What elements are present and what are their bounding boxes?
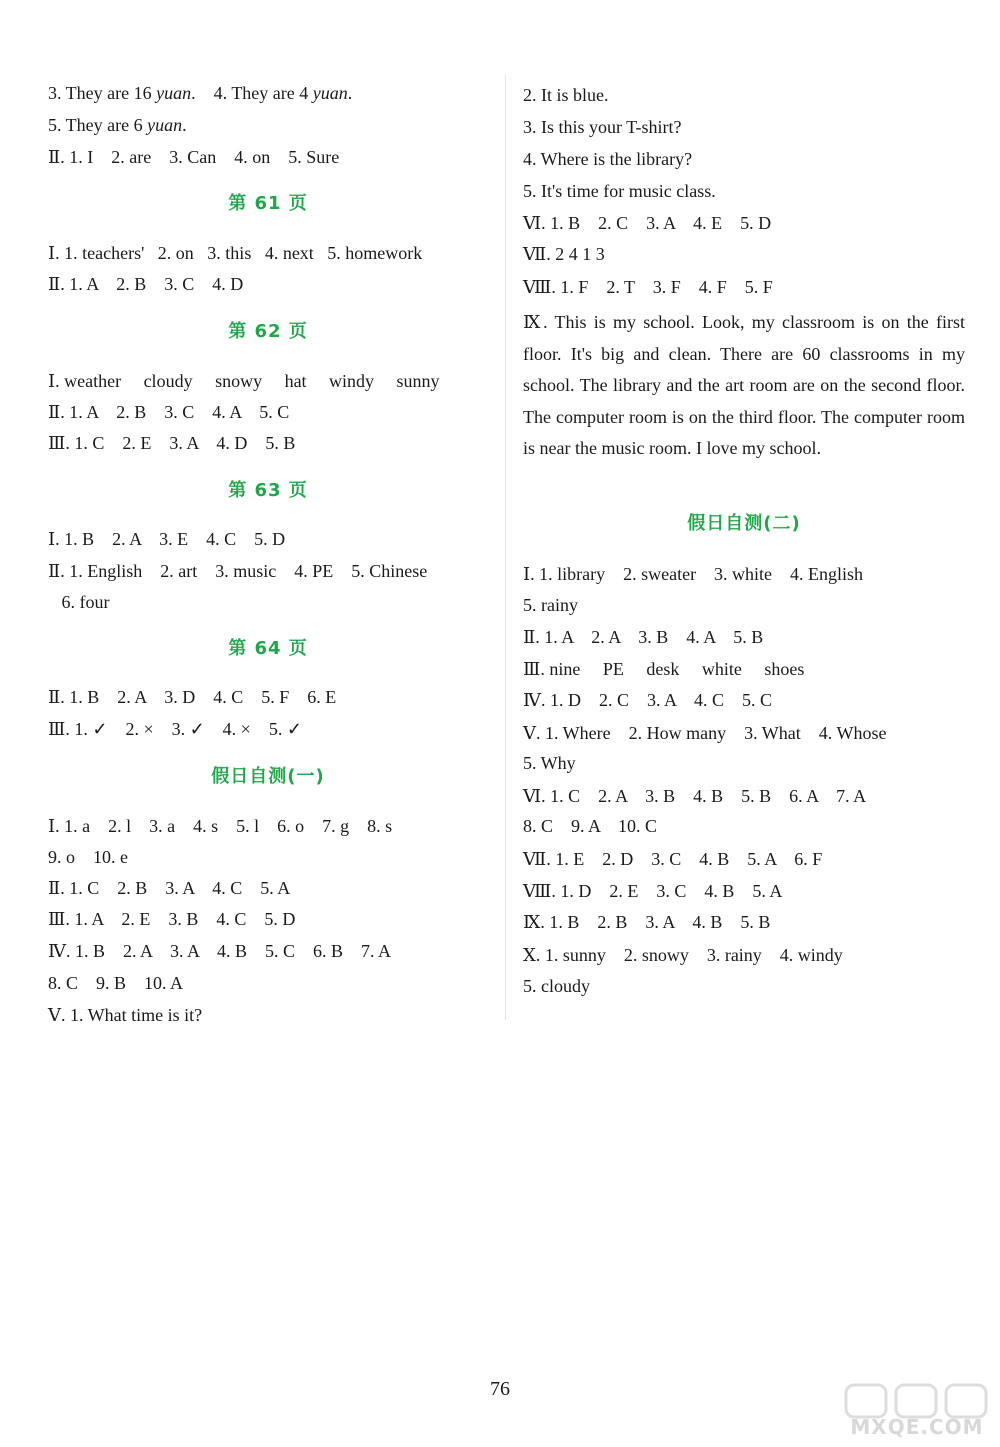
answer-line: Ⅱ. 1. C 2. B 3. A 4. C 5. A	[48, 878, 291, 898]
answer-line: 9. o 10. e	[48, 847, 128, 867]
section-heading: 第 64 页	[228, 638, 308, 659]
answer-line: 8. C 9. A 10. C	[523, 816, 658, 836]
answer-line: Ⅱ. 1. A 2. B 3. C 4. D	[48, 274, 244, 294]
answer-line: Ⅱ. 1. I 2. are 3. Can 4. on 5. Sure	[48, 147, 340, 167]
answer-line: Ⅲ. 1. ✓ 2. × 3. ✓ 4. × 5. ✓	[48, 719, 302, 739]
answer-line: Ⅶ. 1. E 2. D 3. C 4. B 5. A 6. F	[523, 849, 823, 869]
answer-line: Ⅲ. 1. C 2. E 3. A 4. D 5. B	[48, 433, 296, 453]
answer-line: Ⅴ. 1. What time is it?	[48, 1005, 203, 1025]
answer-line: Ⅰ. 1. B 2. A 3. E 4. C 5. D	[48, 529, 286, 549]
answer-line: Ⅱ. 1. B 2. A 3. D 4. C 5. F 6. E	[48, 687, 337, 707]
answer-line: Ⅱ. 1. English 2. art 3. music 4. PE 5. Chinese	[48, 561, 428, 581]
answer-line: 2. It is blue.	[523, 85, 609, 105]
answer-line: Ⅳ. 1. B 2. A 3. A 4. B 5. C 6. B 7. A	[48, 941, 392, 961]
answer-line: Ⅳ. 1. D 2. C 3. A 4. C 5. C	[523, 690, 773, 710]
answer-line: 5. It's time for music class.	[523, 181, 716, 201]
watermark-logo	[842, 1381, 992, 1441]
answer-line: Ⅵ. 1. C 2. A 3. B 4. B 5. B 6. A 7. A	[523, 786, 867, 806]
answer-line: Ⅹ. 1. sunny 2. snowy 3. rainy 4. windy	[523, 945, 843, 965]
answer-line: Ⅰ. 1. library 2. sweater 3. white 4. English	[523, 564, 864, 584]
answer-line: Ⅲ. 1. A 2. E 3. B 4. C 5. D	[48, 909, 296, 929]
section-heading: 假日自测(二)	[687, 513, 801, 534]
answer-line: Ⅵ. 1. B 2. C 3. A 4. E 5. D	[523, 213, 772, 233]
page-number: 76	[490, 1378, 510, 1400]
answer-line: 3. They are 16 yuan. 4. They are 4 yuan.	[48, 83, 353, 103]
answer-line: 3. Is this your T-shirt?	[523, 117, 682, 137]
answer-line: Ⅸ. 1. B 2. B 3. A 4. B 5. B	[523, 912, 771, 932]
answer-line: 6. four	[48, 592, 110, 612]
column-divider	[505, 75, 506, 1020]
section-heading: 第 62 页	[228, 321, 308, 342]
answer-line: Ⅲ. nine PE desk white shoes	[523, 659, 805, 679]
answer-line: 8. C 9. B 10. A	[48, 973, 184, 993]
essay-answer-paragraph: Ⅸ. This is my school. Look, my classroom is on the first floor. It's big and clean. There are 60 classrooms in my school. The library and the art room are on the second floor. The computer room is on the third floor. The computer room is near the music room. I love my school.	[523, 312, 965, 459]
answer-line: Ⅱ. 1. A 2. B 3. C 4. A 5. C	[48, 402, 290, 422]
answer-line: 5. They are 6 yuan.	[48, 115, 187, 135]
watermark-text: MXQE.COM	[850, 1415, 984, 1439]
answer-line: Ⅰ. 1. a 2. l 3. a 4. s 5. l 6. o 7. g 8. s	[48, 816, 393, 836]
answer-line: 5. rainy	[523, 595, 578, 615]
section-heading: 第 63 页	[228, 480, 308, 501]
answer-line: Ⅰ. weather cloudy snowy hat windy sunny	[48, 371, 440, 391]
answer-line: Ⅷ. 1. F 2. T 3. F 4. F 5. F	[523, 277, 773, 297]
answer-line: 5. Why	[523, 753, 576, 773]
answer-line: 5. cloudy	[523, 976, 590, 996]
answer-line: Ⅰ. 1. teachers' 2. on 3. this 4. next 5. homework	[48, 243, 423, 263]
answer-line: Ⅷ. 1. D 2. E 3. C 4. B 5. A	[523, 881, 783, 901]
section-heading: 假日自测(一)	[211, 766, 325, 787]
answer-line: Ⅴ. 1. Where 2. How many 3. What 4. Whose	[523, 723, 887, 743]
answer-line: Ⅶ. 2 4 1 3	[523, 244, 605, 264]
answer-line: Ⅱ. 1. A 2. A 3. B 4. A 5. B	[523, 627, 764, 647]
section-heading: 第 61 页	[228, 193, 308, 214]
answer-line: 4. Where is the library?	[523, 149, 693, 169]
